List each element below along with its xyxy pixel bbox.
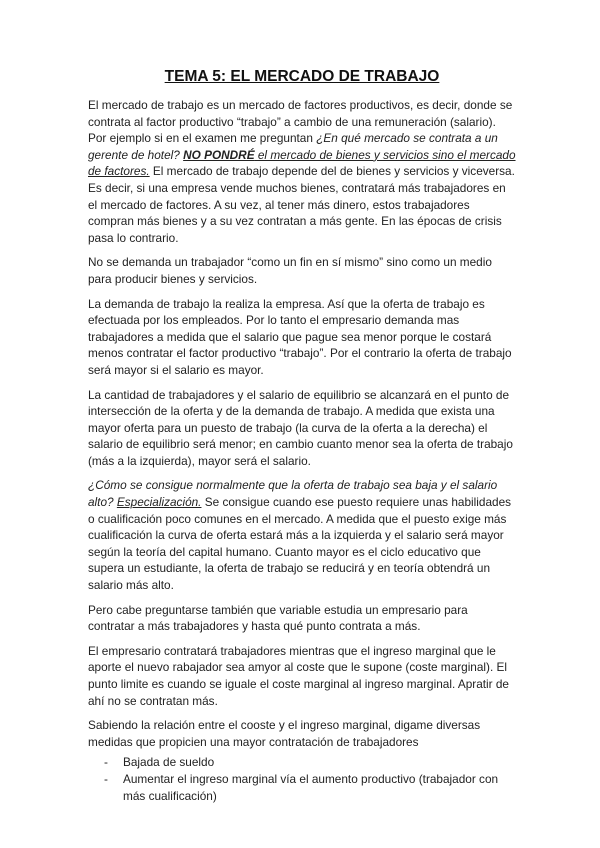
intro-question: ¿En qué mercado se contrata a un gerente de hotel? bbox=[88, 131, 498, 162]
paragraph-labor-demand: La demanda de trabajo la realiza la empresa. Así que la oferta de trabajo es efectuada por los empleados. Por lo tanto el empresario demanda mas trabajadores a medida que el salario que pague sea menor porque le costará menos contratar el factor productivo “trabajo”. Por el contrario la oferta de trabajo será mayor si el salario es mayor. bbox=[88, 296, 512, 377]
specialization-question: ¿Cómo se consigue normalmente que la oferta de trabajo sea baja y el salario alto? bbox=[88, 478, 498, 510]
list-item: - Bajada de sueldo bbox=[104, 755, 215, 770]
dash-bullet: - bbox=[104, 755, 108, 770]
specialization-text: Se consigue cuando ese puesto requiere unas habilidades o cualificación poco comunes en el mercado. A medida que el puesto exige más cualificación la curva de oferta estará más a la izquierda y el salario será mayor según la teoría del capital humano. Cuanto mayor es el ciclo educativo que supera un estudiante, la oferta de trabajo se reducirá y en teoría obtendrá un salario más alto. bbox=[88, 495, 512, 593]
intro-underlined-answer: el mercado de bienes y servicios sino el mercado de factores. bbox=[88, 147, 516, 179]
specialization-answer: Especialización. bbox=[116, 495, 202, 510]
dash-bullet: - bbox=[104, 771, 108, 786]
measures-list bbox=[88, 754, 516, 804]
paragraph-equilibrium: La cantidad de trabajadores y el salario de equilibrio se alcanzará en el punto de intersección de la oferta y de la demanda de trabajo. A medida que exista una mayor oferta para un puesto de trabajo (la curva de la oferta a la derecha) el salario de equilibrio será menor; en cambio cuanto menor sea la oferta de trabajo (más a la izquierda), mayor será el salario. bbox=[88, 387, 513, 468]
intro-bold-emphasis: NO PONDRÉ bbox=[183, 147, 255, 162]
paragraph-specialization bbox=[88, 477, 516, 593]
intro-text: El mercado de trabajo es un mercado de factores productivos, es decir, donde se contrata al factor productivo “trabajo” a cambio de una remuneración (salario). Por ejemplo si en el examen me preguntan bbox=[88, 98, 513, 146]
intro-text-continued: El mercado de trabajo depende del de bienes y servicios y viceversa. Es decir, si una empresa vende muchos bienes, contratará más trabajadores en el mercado de factores. A su vez, al tener más dinero, estos trabajadores compran más bienes y a su vez contratan a más gente. En las épocas de crisis pasa lo contrario. bbox=[88, 164, 515, 245]
paragraph-demand-means: No se demanda un trabajador “como un fin en sí mismo” sino como un medio para producir bienes y servicios. bbox=[88, 255, 492, 286]
list-item: - Aumentar el ingreso marginal vía el aumento productivo (trabajador con más cualificación) bbox=[104, 771, 499, 803]
paragraph-marginal: El empresario contratará trabajadores mientras que el ingreso marginal que le aporte el nuevo rabajador sea amyor al coste que le supone (coste marginal). El punto limite es cuando se iguale el coste marginal al ingreso marginal. Apratir de ahí no se contratan más. bbox=[88, 643, 509, 708]
paragraph-intro bbox=[88, 97, 516, 246]
page-title: TEMA 5: EL MERCADO DE TRABAJO bbox=[164, 68, 440, 85]
document-page bbox=[88, 68, 516, 804]
paragraph-hiring-question: Pero cabe preguntarse también que variable estudia un empresario para contratar a más trabajadores y hasta qué punto contrata a más. bbox=[88, 602, 468, 634]
paragraph-measures: Sabiendo la relación entre el cooste y el ingreso marginal, digame diversas medidas que propicien una mayor contratación de trabajadores bbox=[88, 718, 481, 749]
